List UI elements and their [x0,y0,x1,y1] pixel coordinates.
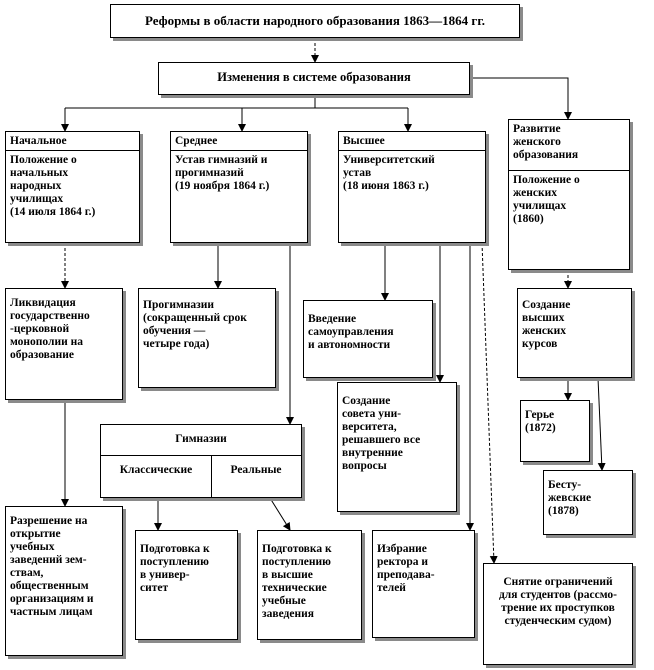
prep-technical-line: технические [262,582,327,594]
permission-line: частным лицам [10,606,93,618]
guerrier-box [520,400,590,462]
gymnasia-classical: Классические [101,456,212,497]
prep-university-line: поступлению [140,556,209,568]
self-government-line: Введение [308,313,357,325]
prep-technical-line: учебные [262,595,306,607]
bestuzhev-line: Бесту- [548,479,582,491]
progymnasia-line: четыре года) [143,338,210,350]
courses-line: Создание [522,299,571,311]
higher-line: устав [343,167,372,179]
women-heading-line: Развитие [513,123,561,135]
primary-line: начальных [10,167,69,179]
primary-line: Положение о [10,154,77,166]
higher-line: Университетский [343,154,435,166]
secondary-line: прогимназий [175,167,244,179]
prep-university-line: Подготовка к [140,543,210,555]
restrictions-line: Снятие ограничений [503,576,613,588]
liquidation-line: образование [10,349,74,361]
election-line: преподава- [377,569,435,581]
higher-heading: Высшее [339,132,485,151]
secondary-line: (19 ноября 1864 г.) [175,180,270,192]
women-line: женских [513,187,558,199]
arrow-courses-bestuzhev [598,378,602,470]
title-text: Реформы в области народного образования 1863—1864 гг. [144,13,486,28]
women-line: училищах [513,200,567,212]
election-line: ректора и [377,556,429,568]
permission-line: общественным [10,580,89,592]
title-box [110,4,520,38]
arrow-higher-restrictions [482,243,494,563]
self-government-line: самоуправления [308,326,394,338]
gymnasia-box [100,424,302,498]
courses-box [517,288,632,378]
progymnasia-box [138,288,276,388]
gymnasia-types [101,455,301,497]
liquidation-line: монополии на [10,336,83,348]
secondary-heading: Среднее [171,132,307,151]
council-line: верситета, [342,421,397,433]
self-government-box [303,300,433,378]
changes-text: Изменения в системе образования [217,70,411,84]
prep-technical-box [257,530,362,640]
courses-line: женских [522,325,567,337]
permission-box [5,506,123,656]
progymnasia-line: Прогимназии [143,299,215,311]
prep-technical-line: поступлению [262,556,331,568]
council-line: решавшего все [342,434,421,446]
restrictions-line: для студентов (рассмо- [498,589,618,601]
self-government-line: и автономности [308,339,391,351]
prep-technical-line: заведения [262,608,314,620]
higher-box [338,131,486,243]
progymnasia-line: (сокращенный срок [143,312,247,324]
primary-line: (14 июля 1864 г.) [10,206,96,218]
restrictions-box [483,563,633,665]
restrictions-line: студенческим судом) [504,615,612,627]
permission-line: ствам, [10,567,44,579]
council-line: совета уни- [342,408,402,420]
courses-line: высших [522,312,565,324]
progymnasia-line: обучения — [143,325,206,337]
council-box [337,382,457,512]
higher-line: (18 июня 1863 г.) [343,180,429,192]
gymnasia-title: Гимназии [175,433,227,445]
secondary-line: Устав гимназий и [175,154,268,166]
prep-university-box [135,530,238,640]
election-line: Избрание [377,543,427,555]
courses-line: курсов [522,338,558,350]
liquidation-line: государственно [10,310,90,322]
liquidation-line: -церковной [10,323,70,335]
primary-line: народных [10,180,62,192]
bestuzhev-line: жевские [548,492,592,504]
arrow-real-technical [270,498,290,530]
permission-line: Разрешение на [10,515,88,527]
restrictions-line: трение их проступков [501,602,615,614]
prep-technical-line: Подготовка к [262,543,332,555]
women-box [508,119,630,270]
gymnasia-real: Реальные [230,464,282,476]
prep-technical-line: в высшие [262,569,313,581]
permission-line: организациям и [10,593,94,605]
prep-university-line: ситет [140,582,169,594]
line-branch-bus [65,95,315,108]
primary-line: училищах [10,193,64,205]
permission-line: учебных [10,541,55,553]
women-heading-line: женского [513,136,561,148]
permission-line: заведений зем- [10,554,87,566]
council-line: вопросы [342,460,387,472]
council-line: внутренние [342,447,403,459]
liquidation-line: Ликвидация [10,297,76,309]
guerrier-line: Герье [525,409,555,421]
guerrier-line: (1872) [525,422,556,434]
prep-university-line: в универ- [140,569,190,581]
primary-heading: Начальное [6,132,139,151]
primary-box [5,131,140,243]
women-heading-line: образования [513,149,579,161]
council-line: Создание [342,395,391,407]
women-line: (1860) [513,213,544,225]
permission-line: открытие [10,528,61,540]
women-heading [509,120,629,171]
bestuzhev-line: (1878) [548,505,579,517]
liquidation-box [5,288,123,400]
women-line: Положение о [513,174,580,186]
election-line: телей [377,582,406,594]
election-box [372,530,475,638]
changes-box [158,62,470,95]
arrow-to-women [470,78,568,119]
bestuzhev-box [543,470,633,535]
secondary-box [170,131,308,243]
